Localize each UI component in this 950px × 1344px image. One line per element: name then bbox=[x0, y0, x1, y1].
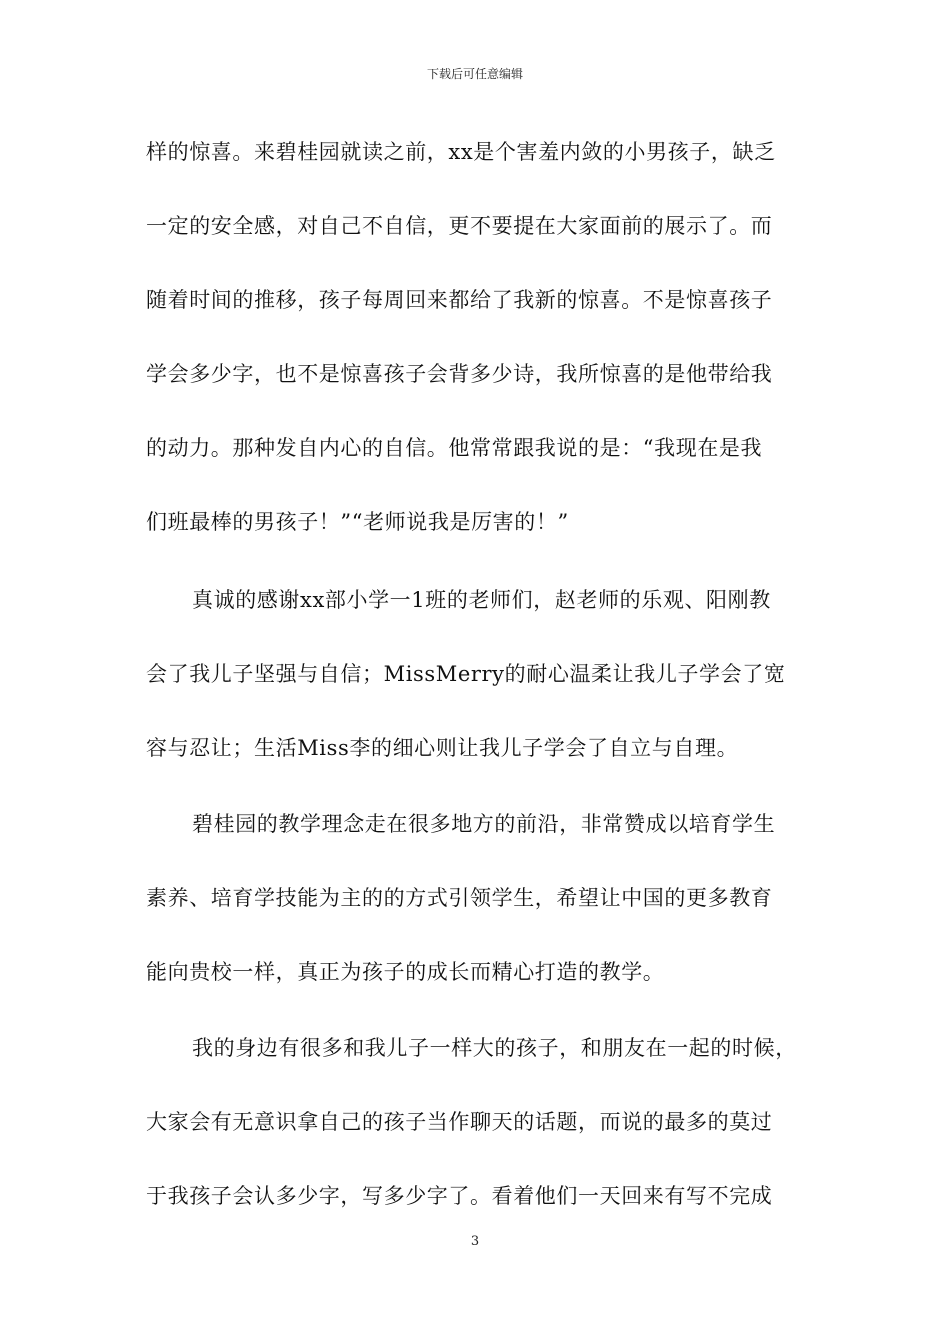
text-line: 碧桂园的教学理念走在很多地方的前沿，非常赞成以培育学生 bbox=[192, 812, 776, 836]
text-line: 一定的安全感，对自己不自信，更不要提在大家面前的展示了。而 bbox=[146, 214, 773, 238]
text-line: 我的身边有很多和我儿子一样大的孩子，和朋友在一起的时候， bbox=[192, 1036, 797, 1060]
text-line: 随着时间的推移，孩子每周回来都给了我新的惊喜。不是惊喜孩子 bbox=[146, 288, 773, 312]
text-line: 素养、培育学技能为主的的方式引领学生，希望让中国的更多教育 bbox=[146, 886, 773, 910]
text-line: 样的惊喜。来碧桂园就读之前，xx是个害羞内敛的小男孩子，缺乏 bbox=[146, 140, 776, 164]
page-header: 下载后可任意编辑 bbox=[426, 67, 523, 81]
text-line: 能向贵校一样，真正为孩子的成长而精心打造的教学。 bbox=[146, 960, 665, 984]
text-line: 们班最棒的男孩子！”“老师说我是厉害的！” bbox=[146, 510, 569, 534]
page-number: 3 bbox=[470, 1234, 480, 1249]
text-line: 会了我儿子坚强与自信；MissMerry的耐心温柔让我儿子学会了宽 bbox=[146, 662, 786, 686]
text-line: 容与忍让；生活Miss李的细心则让我儿子学会了自立与自理。 bbox=[146, 736, 739, 760]
text-line: 学会多少字，也不是惊喜孩子会背多少诗，我所惊喜的是他带给我 bbox=[146, 362, 773, 386]
text-line: 真诚的感谢xx部小学一1班的老师们，赵老师的乐观、阳刚教 bbox=[192, 588, 771, 612]
text-line: 于我孩子会认多少字，写多少字了。看着他们一天回来有写不完成 bbox=[146, 1184, 773, 1208]
text-line: 大家会有无意识拿自己的孩子当作聊天的话题，而说的最多的莫过 bbox=[146, 1110, 773, 1134]
text-line: 的动力。那种发自内心的自信。他常常跟我说的是：“我现在是我 bbox=[146, 436, 763, 460]
